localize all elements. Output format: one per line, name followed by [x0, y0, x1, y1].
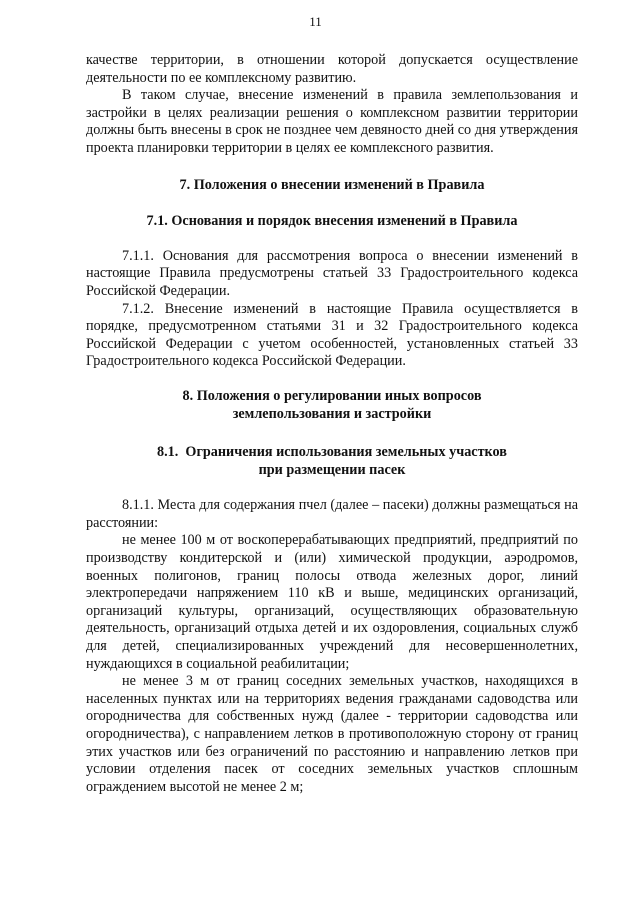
section-8-heading-line-2: землепользования и застройки [232, 405, 432, 422]
paragraph-amendment-deadline: В таком случае, внесение изменений в правила землепользования и застройки в целях реализации решения о комплексном развитии территории должны быть внесены в срок не позднее чем девяносто дней со дня утверждения проекта планировки территории в целях ее комплексного развития. [86, 87, 578, 156]
clause-8-1-1-distance-100m: не менее 100 м от воскоперерабатывающих предприятий, предприятий по производству кондитерской и (или) химической продукции, аэродромов, военных полигонов, границ полосы отвода железных дорог, линий электропередачи напряжением 110 кВ и выше, медицинских организаций, организаций культуры, организаций, осуществляющих образовательную деятельность, организаций отдыха детей и их оздоровления, социальных служб для детей, специализированных учреждений для несовершеннолетних, нуждающихся в социальной реабилитации; [86, 532, 578, 672]
section-7-1-heading: 7.1. Основания и порядок внесения изменений в Правила [146, 213, 518, 230]
page-number: 11 [309, 14, 322, 29]
section-8-1-heading-line-1: 8.1. Ограничения использования земельных участков [157, 444, 507, 461]
clause-8-1-1-distance-3m: не менее 3 м от границ соседних земельных участков, находящихся в населенных пунктах или на территориях ведения гражданами садоводства или огородничества для собственных нужд (далее - территории садоводства или огородничества), с направлением летков в противоположную сторону от границ этих участков или без ограничений по расстоянию и направлению летков при условии отделения пасек от соседних земельных участков сплошным ограждением высотой не менее 2 м; [86, 673, 578, 795]
clause-7-1-1: 7.1.1. Основания для рассмотрения вопроса о внесении изменений в настоящие Правила предусмотрены статьей 33 Градостроительного кодекса Российской Федерации. [86, 247, 578, 299]
paragraph-continuation: качестве территории, в отношении которой допускается осуществление деятельности по ее комплексному развитию. [86, 52, 578, 86]
section-8-1-heading [86, 444, 578, 479]
clause-7-1-2: 7.1.2. Внесение изменений в настоящие Правила осуществляется в порядке, предусмотренном статьями 31 и 32 Градостроительного кодекса Российской Федерации с учетом особенностей, установленных статьей 33 Градостроительного кодекса Российской Федерации. [86, 300, 578, 370]
section-8-heading [86, 388, 578, 423]
section-8-1-heading-line-2: при размещении пасек [258, 461, 406, 478]
clause-8-1-1: 8.1.1. Места для содержания пчел (далее – пасеки) должны размещаться на расстоянии: [86, 497, 578, 531]
section-8-heading-line-1: 8. Положения о регулировании иных вопросов [182, 387, 482, 404]
section-7-heading: 7. Положения о внесении изменений в Правила [179, 176, 485, 193]
document-body [86, 52, 578, 796]
